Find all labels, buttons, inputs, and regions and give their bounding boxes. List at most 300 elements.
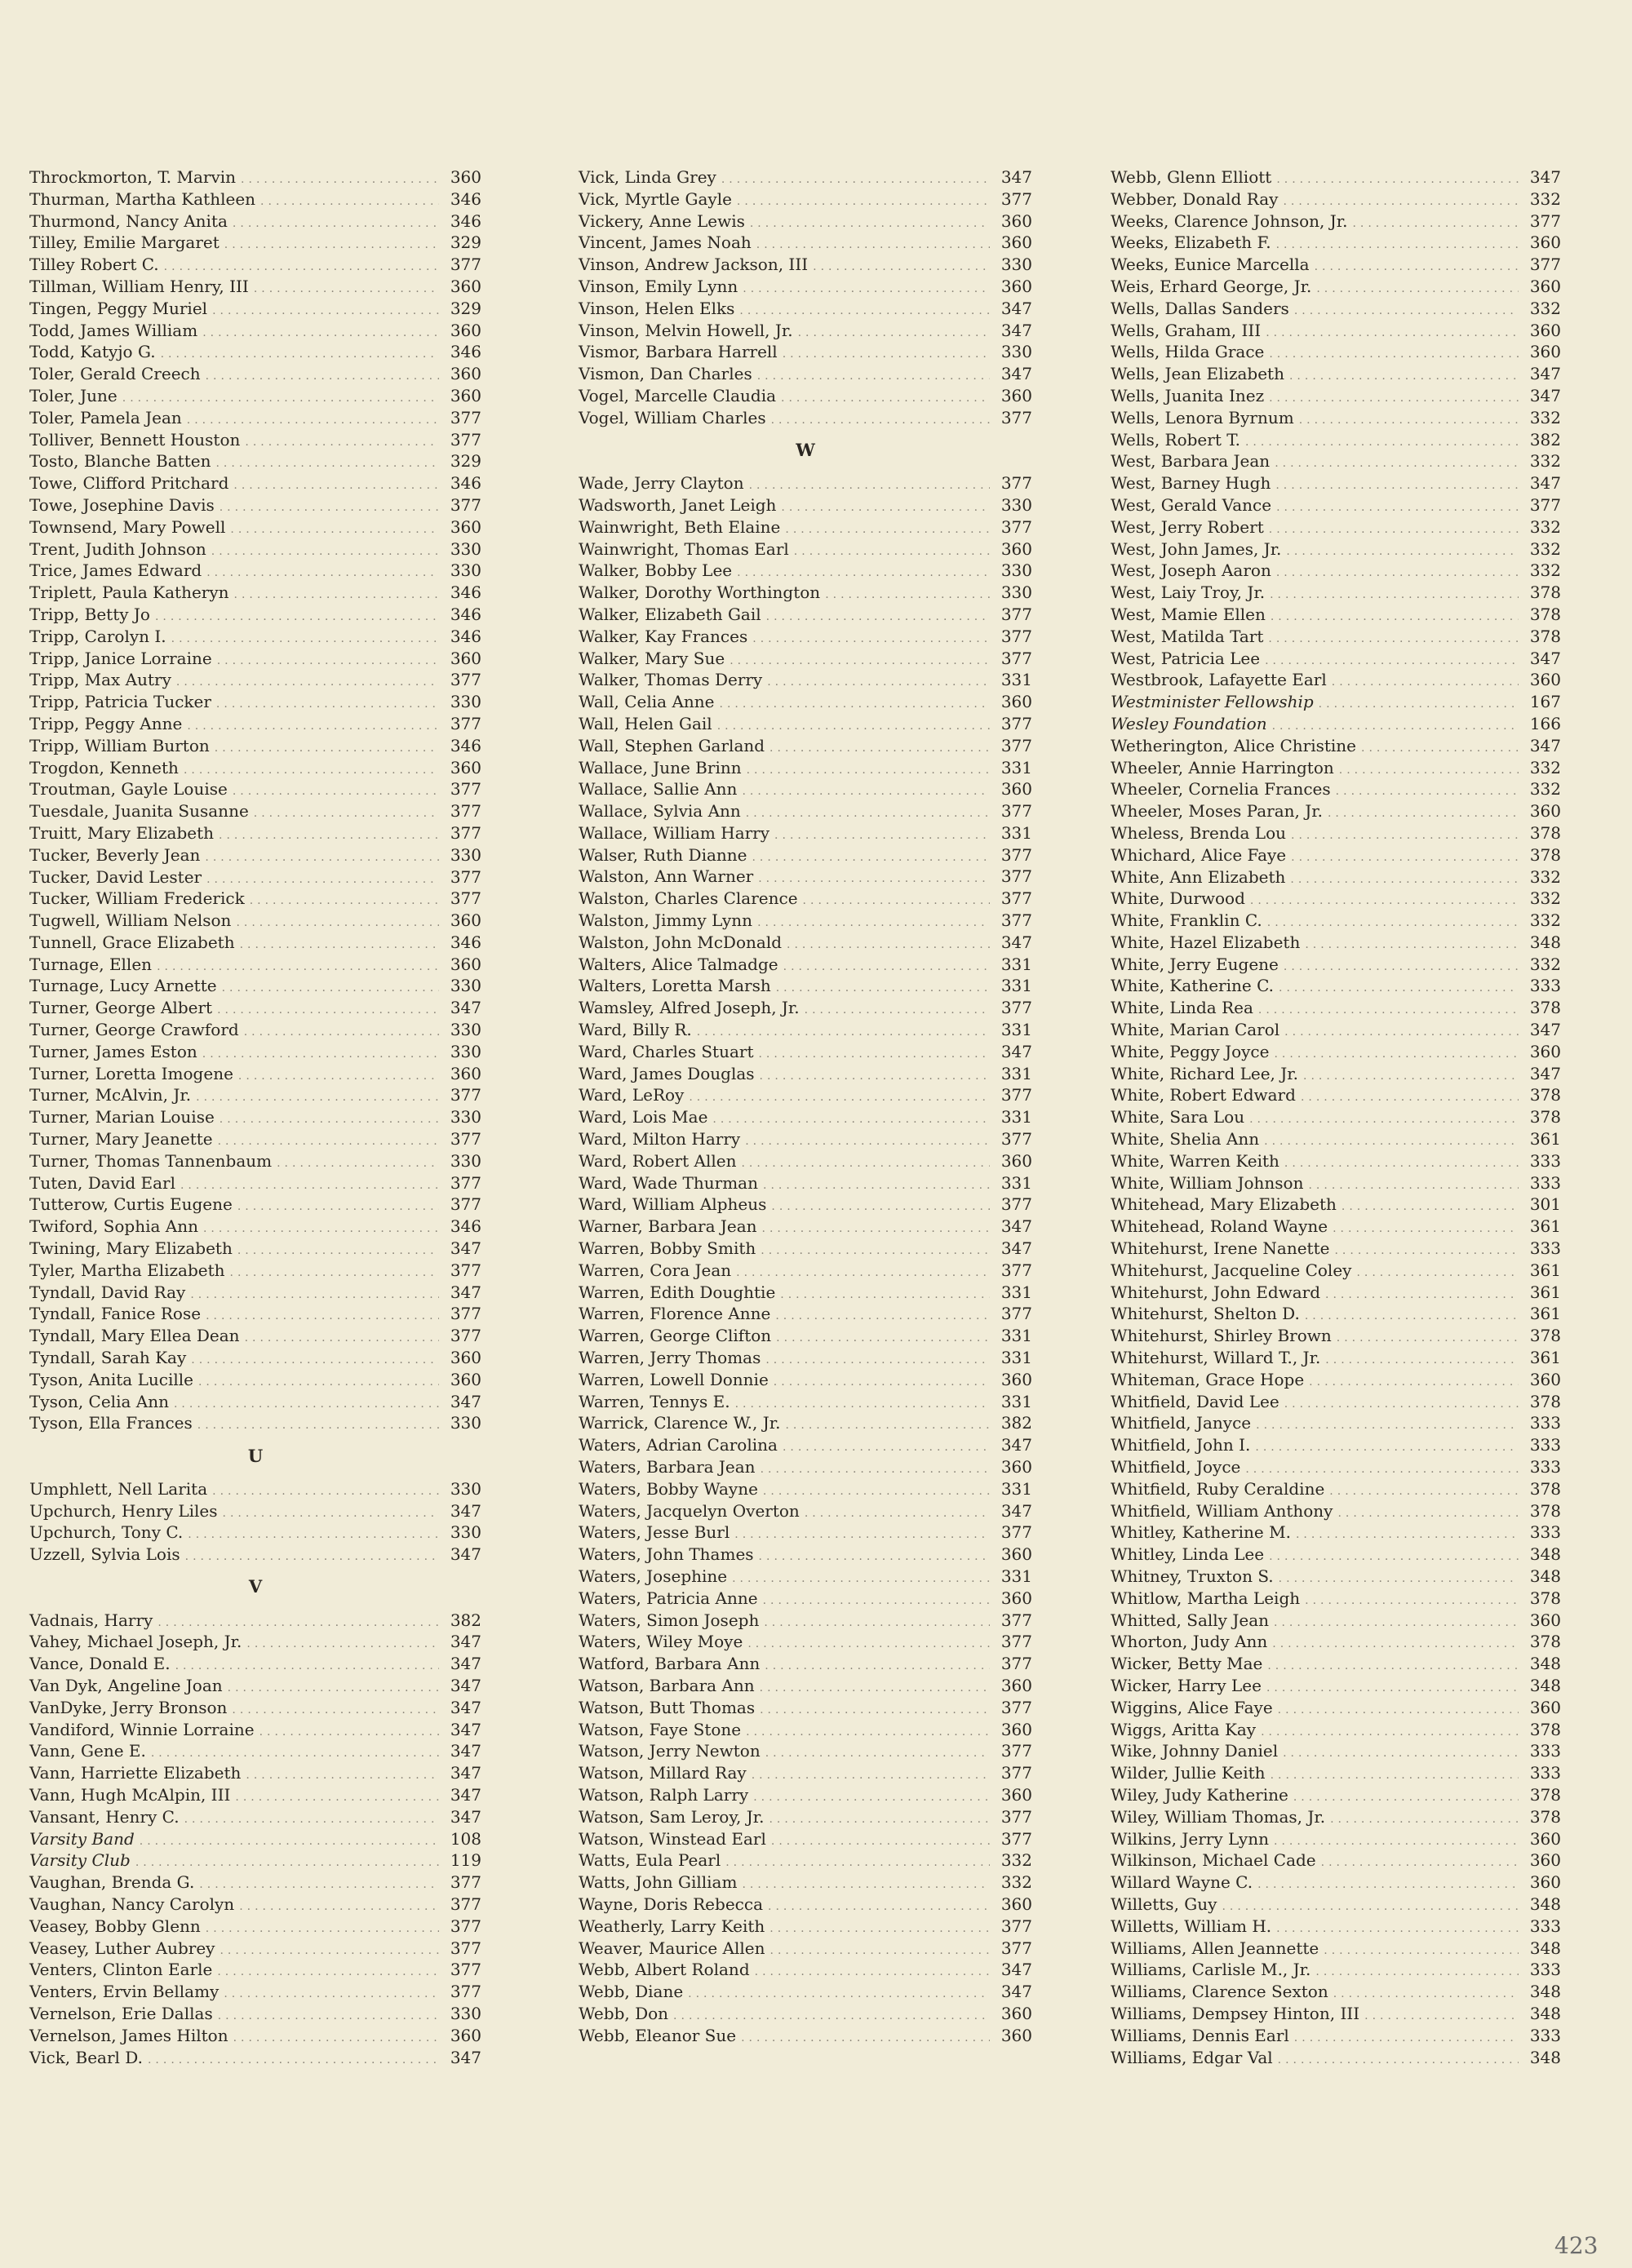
entry-name: Tyson, Celia Ann	[29, 1391, 169, 1411]
dot-leader	[739, 300, 990, 322]
index-entry	[579, 1566, 1032, 1588]
index-entry	[1111, 1128, 1561, 1150]
dot-leader	[260, 191, 439, 213]
dot-leader	[763, 1481, 990, 1503]
entry-page-number: 377	[450, 1194, 481, 1215]
entry-name: Whitehurst, Shelton D.	[1111, 1304, 1300, 1324]
entry-name: Vernelson, James Hilton	[29, 2025, 228, 2045]
index-entry	[29, 1544, 481, 1566]
entry-name: Wiley, William Thomas, Jr.	[1111, 1806, 1326, 1827]
entry-page-number: 347	[1529, 1063, 1561, 1083]
entry-page-number: 347	[1529, 473, 1561, 494]
index-entry	[29, 1806, 481, 1828]
index-entry	[579, 1500, 1032, 1522]
entry-page-number: 347	[450, 1784, 481, 1805]
dot-leader	[742, 781, 990, 803]
index-entry	[579, 1522, 1032, 1544]
index-entry	[1111, 1697, 1561, 1719]
entry-name: Wiley, Judy Katherine	[1111, 1784, 1288, 1805]
index-entry	[29, 1172, 481, 1194]
dot-leader	[805, 999, 990, 1021]
entry-name: Whitehurst, Jacqueline Coley	[1111, 1260, 1352, 1280]
entry-page-number: 333	[1529, 976, 1561, 996]
dot-leader	[1249, 1109, 1519, 1131]
index-entry	[1111, 1740, 1561, 1762]
entry-page-number: 348	[1529, 1938, 1561, 1958]
entry-page-number: 360	[450, 910, 481, 931]
index-entry	[579, 582, 1032, 604]
entry-name: Vernelson, Erie Dallas	[29, 2003, 213, 2023]
entry-name: Weeks, Elizabeth F.	[1111, 233, 1271, 253]
entry-name: Turner, George Crawford	[29, 1020, 239, 1040]
entry-name: Whitehead, Roland Wayne	[1111, 1216, 1328, 1237]
dot-leader	[1274, 1612, 1519, 1634]
entry-page-number: 377	[1000, 1522, 1032, 1543]
entry-name: White, Katherine C.	[1111, 976, 1275, 996]
entry-name: Williams, Clarence Sexton	[1111, 1982, 1328, 2002]
entry-name: Walker, Mary Sue	[579, 648, 725, 668]
dot-leader	[1276, 497, 1519, 519]
index-entry	[29, 975, 481, 997]
dot-leader	[1284, 1021, 1519, 1043]
entry-name: Wallace, June Brinn	[579, 757, 742, 777]
index-entry	[579, 472, 1032, 494]
index-entry	[1111, 1566, 1561, 1588]
entry-name: Whitfield, Ruby Ceraldine	[1111, 1478, 1325, 1499]
index-entry	[579, 1872, 1032, 1894]
dot-leader	[1283, 1743, 1519, 1765]
dot-leader	[1266, 322, 1519, 344]
dot-leader	[155, 606, 439, 628]
entry-name: Throckmorton, T. Marvin	[29, 167, 237, 187]
entry-name: Webb, Albert Roland	[579, 1960, 750, 1980]
entry-name: Thurmond, Nancy Anita	[29, 210, 228, 231]
entry-page-number: 348	[1529, 1894, 1561, 1914]
index-entry	[1111, 1434, 1561, 1456]
index-entry	[29, 1653, 481, 1675]
dot-leader	[763, 1590, 990, 1612]
dot-leader	[1284, 1153, 1519, 1175]
entry-name: Ward, James Douglas	[579, 1063, 755, 1083]
entry-page-number: 377	[1000, 1654, 1032, 1674]
entry-page-number: 330	[1000, 255, 1032, 275]
dot-leader	[224, 1983, 439, 2005]
entry-name: Williams, Edgar Val	[1111, 2047, 1273, 2067]
dot-leader	[237, 1240, 439, 1262]
entry-name: Waters, Josephine	[579, 1566, 728, 1586]
entry-name: Ward, Wade Thurman	[579, 1172, 758, 1193]
dot-leader	[1315, 256, 1519, 278]
dot-leader	[122, 388, 439, 410]
entry-name: Willetts, Guy	[1111, 1894, 1217, 1914]
entry-page-number: 347	[450, 1806, 481, 1827]
dot-leader	[241, 169, 439, 191]
index-entry	[579, 822, 1032, 844]
dot-leader	[205, 847, 439, 869]
index-entry	[29, 932, 481, 954]
index-entry	[29, 2047, 481, 2069]
dot-leader	[1245, 432, 1519, 454]
entry-page-number: 377	[1529, 210, 1561, 231]
entry-page-number: 377	[1000, 1938, 1032, 1958]
entry-page-number: 378	[1529, 998, 1561, 1018]
dot-leader	[760, 1065, 990, 1087]
dot-leader	[755, 1961, 990, 1983]
entry-name: Wheless, Brenda Lou	[1111, 822, 1287, 843]
entry-page-number: 360	[1000, 1544, 1032, 1565]
index-entry	[579, 757, 1032, 779]
entry-page-number: 332	[1529, 560, 1561, 581]
dot-leader	[1293, 1787, 1519, 1809]
entry-page-number: 332	[1529, 538, 1561, 559]
dot-leader	[234, 584, 439, 606]
entry-name: Walker, Bobby Lee	[579, 560, 733, 581]
entry-page-number: 347	[450, 998, 481, 1018]
entry-name: Waters, Simon Joseph	[579, 1610, 760, 1630]
entry-name: Warren, Edith Doughtie	[579, 1282, 776, 1302]
entry-page-number: 378	[1529, 1806, 1561, 1827]
index-entry	[1111, 2047, 1561, 2069]
entry-name: Ward, Milton Harry	[579, 1129, 741, 1150]
entry-page-number: 333	[1529, 2025, 1561, 2045]
entry-name: Turner, Thomas Tannenbaum	[29, 1150, 273, 1171]
entry-name: Wade, Jerry Clayton	[579, 473, 744, 494]
entry-page-number: 333	[1529, 1238, 1561, 1259]
entry-page-number: 167	[1529, 692, 1561, 712]
entry-page-number: 346	[450, 342, 481, 362]
dot-leader	[776, 977, 990, 999]
index-entry	[1111, 800, 1561, 822]
entry-page-number: 331	[1000, 1063, 1032, 1083]
entry-page-number: 333	[1529, 1150, 1561, 1171]
index-entry	[1111, 1063, 1561, 1085]
index-entry	[579, 1084, 1032, 1106]
entry-page-number: 360	[1000, 538, 1032, 559]
entry-page-number: 382	[450, 1610, 481, 1630]
index-entry	[579, 1347, 1032, 1369]
index-entry	[579, 385, 1032, 407]
dot-leader	[747, 760, 990, 782]
entry-name: Vinson, Emily Lynn	[579, 276, 738, 296]
entry-page-number: 331	[1000, 822, 1032, 843]
entry-page-number: 360	[450, 757, 481, 777]
entry-name: White, Peggy Joyce	[1111, 1041, 1270, 1061]
dot-leader	[798, 322, 990, 344]
index-entry	[29, 822, 481, 844]
entry-page-number: 331	[1000, 1107, 1032, 1127]
dot-leader	[1264, 1131, 1519, 1153]
index-entry	[29, 1150, 481, 1172]
index-entry	[579, 1412, 1032, 1434]
entry-name: Wicker, Harry Lee	[1111, 1675, 1262, 1695]
dot-leader	[765, 1349, 990, 1371]
entry-name: Upchurch, Tony C.	[29, 1522, 184, 1543]
index-entry	[579, 1456, 1032, 1478]
entry-page-number: 377	[1000, 1129, 1032, 1150]
entry-page-number: 361	[1529, 1348, 1561, 1368]
entry-page-number: 382	[1529, 429, 1561, 450]
index-entry	[579, 1063, 1032, 1085]
entry-page-number: 361	[1529, 1129, 1561, 1150]
entry-page-number: 377	[450, 670, 481, 690]
entry-name: Tucker, David Lester	[29, 866, 202, 887]
entry-page-number: 346	[450, 626, 481, 646]
index-entry	[29, 320, 481, 342]
index-entry	[579, 844, 1032, 866]
dot-leader	[218, 2005, 439, 2027]
index-entry	[29, 997, 481, 1019]
entry-page-number: 360	[1000, 1894, 1032, 1914]
entry-page-number: 333	[1529, 1172, 1561, 1193]
index-entry	[1111, 997, 1561, 1019]
entry-page-number: 331	[1000, 954, 1032, 974]
entry-name: Warren, Florence Anne	[579, 1304, 771, 1324]
entry-name: Vinson, Melvin Howell, Jr.	[579, 320, 793, 340]
entry-page-number: 377	[1000, 801, 1032, 822]
index-entry	[1111, 450, 1561, 472]
dot-leader	[197, 1415, 439, 1437]
entry-page-number: 377	[450, 1129, 481, 1150]
index-entry	[1111, 516, 1561, 538]
entry-name: White, William Johnson	[1111, 1172, 1304, 1193]
dot-leader	[747, 1633, 990, 1655]
index-entry	[579, 800, 1032, 822]
dot-leader	[1289, 365, 1519, 388]
entry-name: Tutterow, Curtis Eugene	[29, 1194, 233, 1215]
entry-page-number: 332	[1529, 188, 1561, 209]
index-entry	[579, 1631, 1032, 1653]
index-entry	[579, 516, 1032, 538]
index-entry	[29, 538, 481, 560]
dot-leader	[758, 1043, 990, 1065]
entry-page-number: 377	[1000, 604, 1032, 624]
entry-page-number: 330	[450, 1413, 481, 1433]
index-entry	[579, 735, 1032, 757]
dot-leader	[774, 825, 990, 847]
dot-leader	[1294, 2027, 1519, 2049]
entry-name: White, Jerry Eugene	[1111, 954, 1279, 974]
entry-name: Wadsworth, Janet Leigh	[579, 494, 777, 515]
entry-name: Warren, Tennys E.	[579, 1391, 730, 1411]
entry-name: West, Laiy Troy, Jr.	[1111, 583, 1266, 603]
dot-leader	[206, 562, 439, 584]
entry-page-number: 347	[450, 1391, 481, 1411]
entry-name: Whiteman, Grace Hope	[1111, 1369, 1305, 1389]
index-entry	[29, 516, 481, 538]
entry-page-number: 347	[1000, 1216, 1032, 1237]
dot-leader	[741, 1153, 990, 1175]
index-entry	[1111, 560, 1561, 582]
dot-leader	[725, 1852, 990, 1874]
dot-leader	[185, 1546, 439, 1568]
dot-leader	[237, 1196, 439, 1218]
index-entry	[29, 210, 481, 233]
index-entry	[29, 1500, 481, 1522]
index-entry	[29, 1872, 481, 1894]
entry-name: Watson, Butt Thomas	[579, 1697, 756, 1717]
section-letter-heading: W	[796, 439, 815, 460]
entry-name: Todd, James William	[29, 320, 198, 340]
index-entry	[579, 975, 1032, 997]
index-entry	[29, 1938, 481, 1960]
index-entry	[579, 1238, 1032, 1260]
entry-name: Turner, McAlvin, Jr.	[29, 1085, 192, 1105]
entry-page-number: 377	[450, 1172, 481, 1193]
index-entry	[1111, 1849, 1561, 1872]
entry-name: Van Dyk, Angeline Joan	[29, 1675, 223, 1695]
index-entry	[29, 1063, 481, 1085]
dot-leader	[1305, 1590, 1519, 1612]
entry-name: Triplett, Paula Katheryn	[29, 583, 229, 603]
index-entry	[29, 1740, 481, 1762]
entry-name: VanDyke, Jerry Bronson	[29, 1697, 228, 1717]
dot-leader	[217, 1961, 439, 1983]
dot-leader	[1303, 1065, 1519, 1087]
entry-name: Willetts, William H.	[1111, 1916, 1272, 1936]
dot-leader	[1269, 343, 1519, 365]
entry-name: Wallace, William Harry	[579, 822, 770, 843]
entry-name: Vincent, James Noah	[579, 233, 752, 253]
dot-leader	[203, 1218, 439, 1240]
entry-page-number: 360	[1000, 1457, 1032, 1477]
entry-name: Walters, Alice Talmadge	[579, 954, 778, 974]
entry-page-number: 347	[1000, 932, 1032, 952]
index-entry	[579, 997, 1032, 1019]
index-entry	[1111, 210, 1561, 233]
dot-leader	[712, 1109, 990, 1131]
index-entry	[29, 1106, 481, 1128]
dot-leader	[1271, 606, 1519, 628]
entry-page-number: 346	[450, 604, 481, 624]
entry-name: Wells, Lenora Byrnum	[1111, 407, 1294, 427]
entry-page-number: 330	[450, 1020, 481, 1040]
index-entry	[579, 341, 1032, 363]
index-entry	[29, 1128, 481, 1150]
entry-page-number: 330	[1000, 583, 1032, 603]
index-entry	[579, 2003, 1032, 2025]
entry-page-number: 377	[1000, 1741, 1032, 1761]
dot-leader	[764, 1612, 990, 1634]
index-entry	[1111, 254, 1561, 276]
index-entry	[1111, 1959, 1561, 1981]
dot-leader	[771, 410, 990, 432]
index-entry	[579, 1588, 1032, 1610]
dot-leader	[1266, 1677, 1519, 1699]
entry-name: Wells, Hilda Grace	[1111, 342, 1265, 362]
dot-leader	[1270, 584, 1519, 606]
entry-name: Wilkinson, Michael Cade	[1111, 1850, 1316, 1871]
entry-page-number: 377	[1000, 998, 1032, 1018]
entry-name: Tolliver, Bennett Houston	[29, 429, 241, 450]
entry-name: Walser, Ruth Dianne	[579, 844, 747, 865]
index-entry	[1111, 691, 1561, 713]
entry-name: West, Gerald Vance	[1111, 494, 1272, 515]
index-entry	[29, 800, 481, 822]
index-entry	[579, 1019, 1032, 1041]
index-entry	[29, 1238, 481, 1260]
index-entry	[1111, 1981, 1561, 2003]
entry-page-number: 331	[1000, 1566, 1032, 1586]
entry-name: Ward, Charles Stuart	[579, 1041, 754, 1061]
index-entry	[579, 210, 1032, 233]
entry-name: Webber, Donald Ray	[1111, 188, 1279, 209]
index-entry	[29, 341, 481, 363]
entry-name: Walston, Charles Clarence	[579, 888, 798, 909]
index-entry	[1111, 188, 1561, 210]
dot-leader	[220, 1940, 439, 1962]
dot-leader	[1333, 1983, 1519, 2005]
entry-page-number: 330	[1000, 494, 1032, 515]
entry-name: Turnage, Ellen	[29, 954, 153, 974]
dot-leader	[1268, 628, 1519, 650]
entry-page-number: 377	[1000, 735, 1032, 755]
entry-page-number: 348	[1529, 1654, 1561, 1674]
entry-page-number: 330	[450, 844, 481, 865]
entry-name: Watson, Sam Leroy, Jr.	[579, 1806, 765, 1827]
entry-name: Warren, Jerry Thomas	[579, 1348, 761, 1368]
entry-name: Walker, Dorothy Worthington	[579, 583, 821, 603]
entry-name: Wayne, Doris Rebecca	[579, 1894, 763, 1914]
dot-leader	[1342, 1196, 1519, 1218]
index-entry	[579, 932, 1032, 954]
entry-name: Warrick, Clarence W., Jr.	[579, 1413, 781, 1433]
index-entry	[579, 1610, 1032, 1632]
dot-leader	[1250, 890, 1519, 912]
entry-name: White, Franklin C.	[1111, 910, 1262, 931]
index-entry	[579, 866, 1032, 888]
entry-page-number: 347	[1000, 364, 1032, 384]
entry-page-number: 331	[1000, 1172, 1032, 1193]
entry-page-number: 331	[1000, 1348, 1032, 1368]
dot-leader	[781, 497, 990, 519]
index-entry	[29, 1260, 481, 1282]
entry-name: Vick, Linda Grey	[579, 167, 716, 187]
entry-name: Waters, Barbara Jean	[579, 1457, 756, 1477]
entry-page-number: 332	[1529, 451, 1561, 472]
entry-name: Watson, Faye Stone	[579, 1719, 742, 1739]
index-entry	[1111, 910, 1561, 932]
index-entry	[29, 1216, 481, 1238]
dot-leader	[743, 278, 990, 300]
index-entry	[1111, 822, 1561, 844]
entry-name: Tilley, Emilie Margaret	[29, 233, 220, 253]
entry-page-number: 377	[450, 407, 481, 427]
entry-page-number: 346	[450, 932, 481, 952]
dot-leader	[219, 825, 439, 847]
entry-page-number: 330	[450, 1041, 481, 1061]
entry-page-number: 166	[1529, 713, 1561, 733]
dot-leader	[737, 191, 990, 213]
entry-name: Wheeler, Cornelia Frances	[1111, 779, 1331, 800]
entry-name: Turner, Loretta Imogene	[29, 1063, 233, 1083]
entry-page-number: 360	[1000, 2025, 1032, 2045]
index-entry	[29, 298, 481, 320]
entry-name: Tyndall, Sarah Kay	[29, 1348, 187, 1368]
entry-page-number: 377	[1000, 866, 1032, 887]
entry-name: Tucker, Beverly Jean	[29, 844, 201, 865]
dot-leader	[1276, 169, 1519, 191]
dot-leader	[1275, 475, 1519, 497]
entry-page-number: 377	[450, 1872, 481, 1893]
index-entry	[1111, 472, 1561, 494]
entry-page-number: 330	[450, 1522, 481, 1543]
entry-page-number: 377	[450, 1894, 481, 1914]
dot-leader	[230, 519, 439, 541]
dot-leader	[171, 628, 439, 650]
entry-name: Waters, Jacquelyn Overton	[579, 1500, 800, 1521]
index-entry	[1111, 1150, 1561, 1172]
entry-page-number: 377	[450, 429, 481, 450]
